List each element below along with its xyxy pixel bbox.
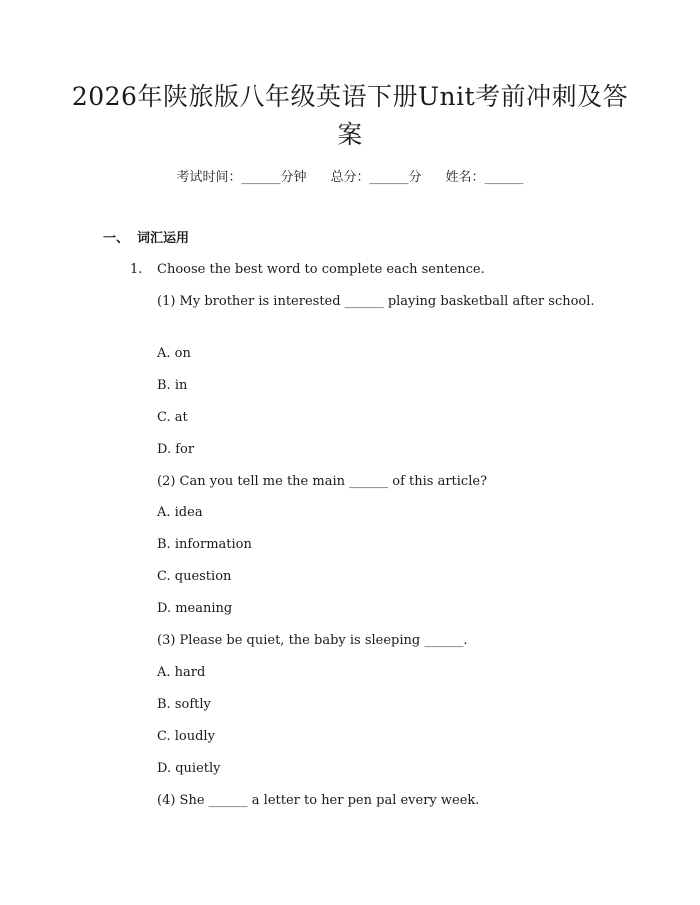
option: B. softly bbox=[157, 697, 211, 712]
item-stem: (2) Can you tell me the main ______ of this article? bbox=[157, 474, 488, 489]
document-title: 2026年陕旅版八年级英语下册Unit考前冲刺及答案 bbox=[71, 82, 629, 149]
option: D. for bbox=[157, 442, 195, 457]
option: A. on bbox=[157, 346, 191, 361]
option: D. quietly bbox=[157, 761, 221, 776]
option: B. information bbox=[157, 537, 252, 552]
section-title: 词汇运用 bbox=[137, 231, 190, 246]
option: A. idea bbox=[157, 505, 203, 520]
question-instruction bbox=[130, 260, 485, 280]
student-name: 姓名：______ bbox=[445, 170, 524, 185]
section-number: 一、 bbox=[103, 231, 130, 246]
exam-meta bbox=[0, 168, 700, 188]
item-stem: (3) Please be quiet, the baby is sleeping ______. bbox=[157, 633, 468, 648]
exam-total-score: 总分：______分 bbox=[330, 170, 422, 185]
option: C. question bbox=[157, 569, 232, 584]
option: A. hard bbox=[157, 665, 206, 680]
option: D. meaning bbox=[157, 601, 233, 616]
option: C. loudly bbox=[157, 729, 215, 744]
item-stem: (1) My brother is interested ______ playing basketball after school. bbox=[157, 294, 595, 309]
option: B. in bbox=[157, 378, 188, 393]
item-stem: (4) She ______ a letter to her pen pal every week. bbox=[157, 793, 480, 808]
section-heading bbox=[103, 229, 189, 249]
option: C. at bbox=[157, 410, 188, 425]
question-instruction-text: Choose the best word to complete each sentence. bbox=[157, 262, 485, 277]
exam-time: 考试时间：______分钟 bbox=[176, 170, 307, 185]
question-number: 1. bbox=[130, 262, 143, 277]
